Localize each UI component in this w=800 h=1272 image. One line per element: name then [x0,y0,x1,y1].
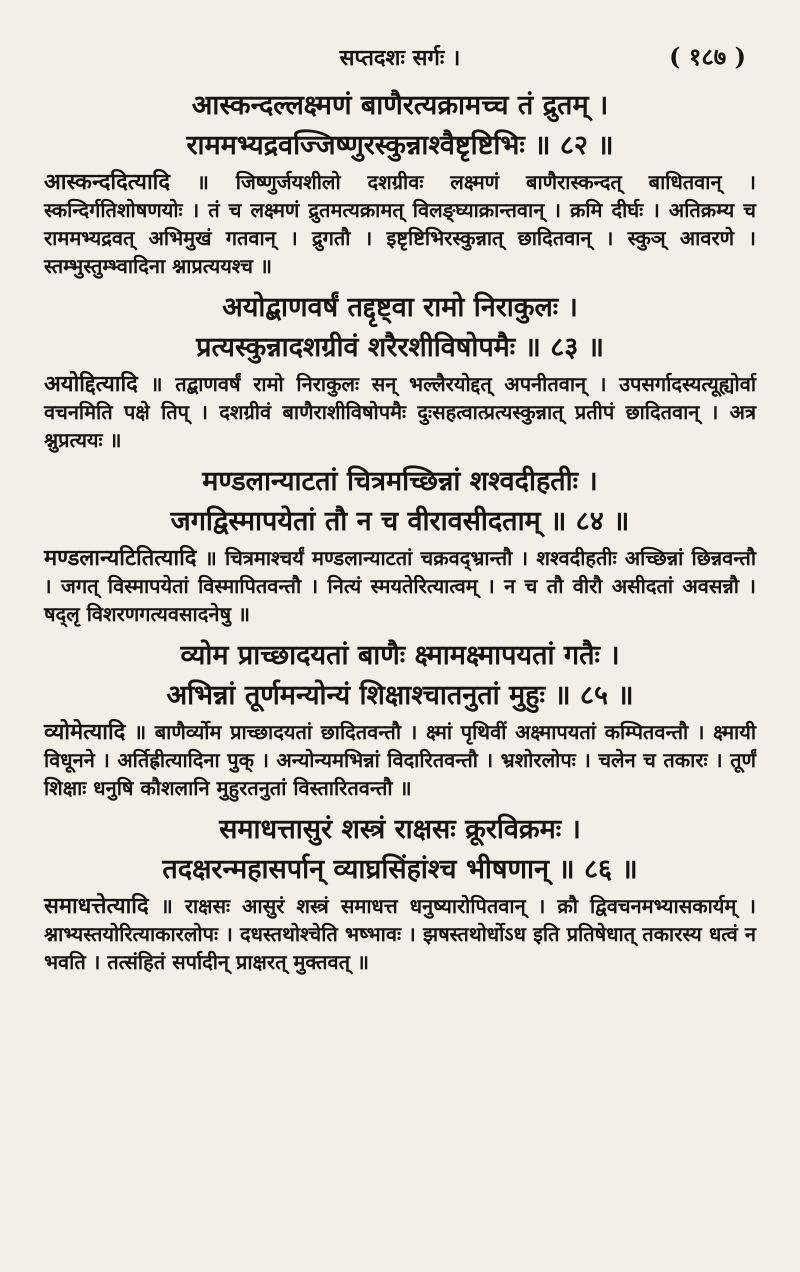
verse-line: प्रत्यस्कुन्नादशग्रीवं शरैरशीविषोपमैः ॥ ८३ ॥ [196,332,604,363]
commentary [44,544,756,628]
commentary-lead: मण्डलान्यटितित्यादि [44,545,197,571]
verse-line: समाधत्तासुरं शस्त्रं राक्षसः क्रूरविक्रमः । [219,814,581,845]
commentary-text: ॥ बाणैर्व्योम प्राच्छादयतां छादितवन्तौ । क्ष्मां पृथिवीं अक्ष्मापयतां कम्पितवन्तौ । क्ष्मायी विधूनने । अर्तिह्रीत्यादिना पुक् । अन्योन्यमभिन्नां विदारितवन्तौ । भ्रशोरलोपः । चलेन च तकारः । तूर्णं शिक्षाः धनुषि कौशलानि मुहुरतनुतां विस्तारितवन्तौ ॥ [44,720,757,800]
verse-line: अभिन्नां तूर्णमन्योन्यं शिक्षाश्चातनुतां मुहुः ॥ ८५ ॥ [166,680,634,711]
verse-block-86 [44,810,756,976]
verse-block-82 [44,86,756,280]
verse-block-85 [44,636,756,802]
commentary [44,168,756,280]
commentary-text: ॥ तद्बाणवर्षं रामो निराकुलः सन् भल्लैरयोद्दत् अपनीतवान् । उपसर्गादस्यत्यूह्योर्वा वचनमिति पक्षे तिप् । दशग्रीवं बाणैराशीविषोपमैः दुःसहत्वात्प्रत्यस्कुन्नात् प्रतीपं छादितवान् । अत्र श्नुप्रत्ययः ॥ [44,372,756,452]
verse-line: तदक्षरन्महासर्पान् व्याघ्रसिंहांश्च भीषणान् ॥ ८६ ॥ [162,854,638,885]
verse-line: व्योम प्राच्छादयतां बाणैः क्ष्मामक्ष्मापयतां गतैः । [180,640,620,671]
verse-line: मण्डलान्याटतां चित्रमच्छिन्नां शश्वदीहतीः । [202,466,598,497]
commentary [44,892,756,976]
page-number: ( १८७ ) [669,42,746,71]
verse-line: जगद्विस्मापयेतां तौ न च वीरावसीदताम् ॥ ८४ ॥ [170,506,630,537]
commentary [44,718,756,802]
commentary-text: ॥ जिष्णुर्जयशीलो दशग्रीवः लक्ष्मणं बाणैरास्कन्दत् बाधितवान् । स्कन्दिर्गतिशोषणयोः । तं च लक्ष्मणं द्रुतमत्यक्रामत् विलङ्घ्याक्रान्तवान् । क्रमि दीर्घः । अतिक्रम्य च राममभ्यद्रवत् अभिमुखं गतवान् । द्रुगतौ । इष्टृष्टिभिरस्कुन्नात् छादितवान् । स्कुञ् आवरणे । स्तम्भुस्तुम्भ्वादिना श्नाप्रत्ययश्च ॥ [44,170,757,278]
verse-block-83 [44,288,756,454]
chapter-title: सप्तदशः सर्गः । [339,45,461,71]
page-header [44,40,756,86]
verse-line: अयोद्बाणवर्षं तद्दृष्ट्वा रामो निराकुलः । [222,292,578,323]
commentary-lead: व्योमेत्यादि [44,719,126,745]
verse-line: आस्कन्दल्लक्ष्मणं बाणैरत्यक्रामच्च तं द्रुतम् । [191,90,609,121]
verse-line: राममभ्यद्रवज्जिष्णुरस्कुन्नाश्वैष्टृष्टिभिः ॥ ८२ ॥ [186,130,614,161]
commentary-lead: आस्कन्ददित्यादि [44,169,171,195]
verse-block-84 [44,462,756,628]
commentary [44,370,756,454]
commentary-lead: अयोद्दित्यादि [44,371,138,397]
commentary-lead: समाधत्तेत्यादि [44,893,149,919]
commentary-text: ॥ राक्षसः आसुरं शस्त्रं समाधत्त धनुष्यारोपितवान् । क्रौ द्विवचनमभ्यासकार्यम् । श्नाभ्यस्तयोरित्याकारलोपः । दधस्तथोश्चेति भष्भावः । झषस्तथोर्धोऽध इति प्रतिषेधात् तकारस्य धत्वं न भवति । तत्संहितं सर्पादीन् प्राक्षरत् मुक्तवत् ॥ [44,894,756,974]
commentary-text: ॥ चित्रमाश्चर्यं मण्डलान्याटतां चक्रवद्भ्रान्तौ । शश्वदीहतीः अच्छिन्नां छिन्नवन्तौ । जगत् विस्मापयेतां विस्मापितवन्तौ । नित्यं स्मयतेरित्यात्वम् । न च तौ वीरौ असीदतां अवसन्नौ । षद्लृ विशरणगत्यवसादनेषु ॥ [44,546,756,626]
